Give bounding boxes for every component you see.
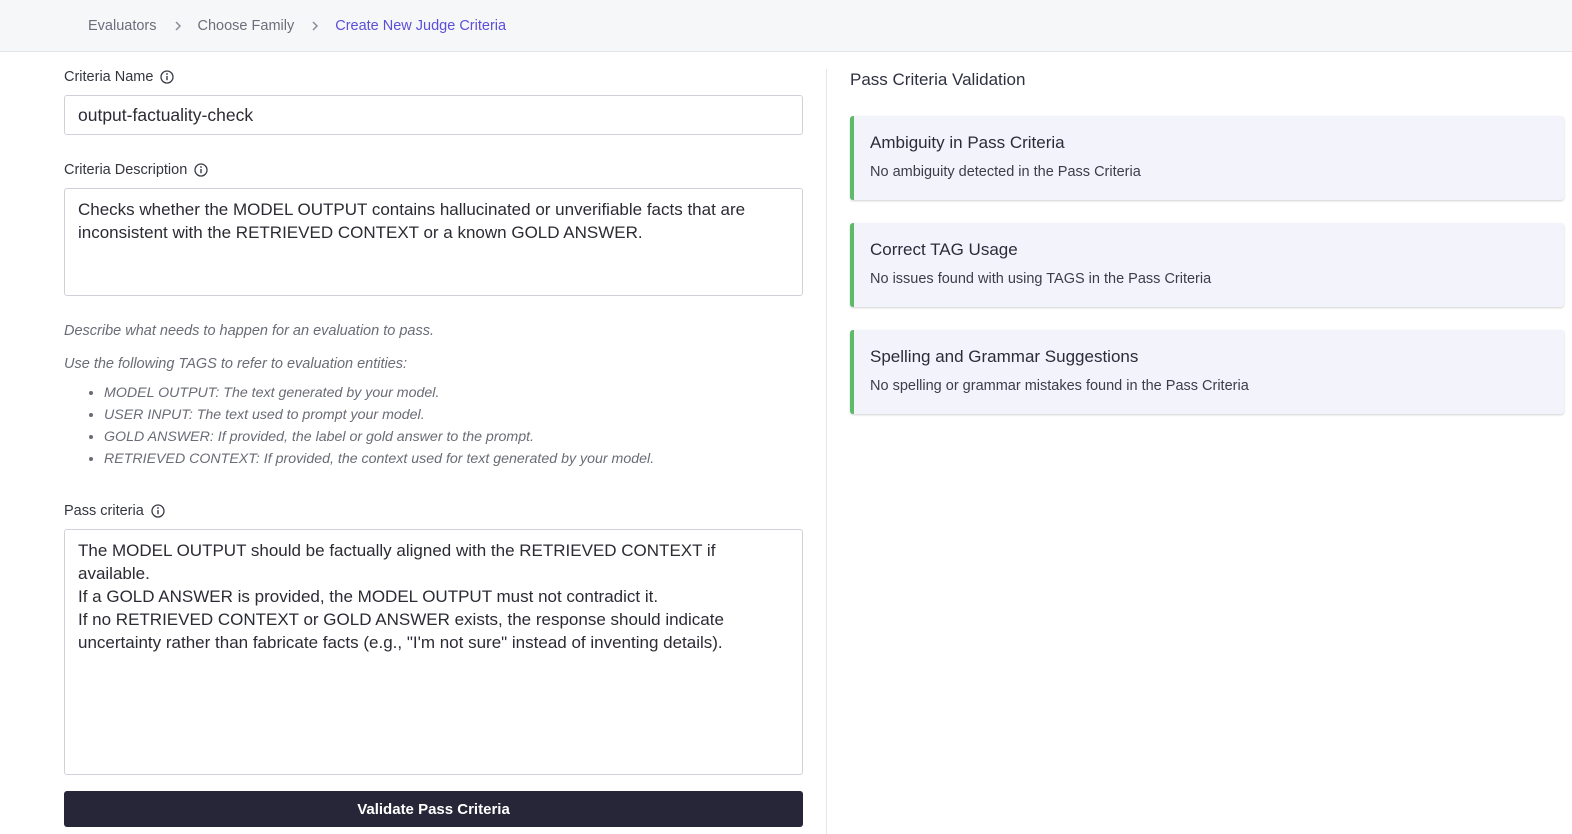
chevron-right-icon — [172, 20, 184, 32]
validation-card-spelling — [850, 330, 1564, 414]
criteria-name-input[interactable]: output-factuality-check — [64, 95, 803, 135]
tag-item: • RETRIEVED CONTEXT: If provided, the context used for text generated by your model. — [104, 448, 803, 470]
tag-item: • MODEL OUTPUT: The text generated by your model. — [104, 382, 803, 404]
pass-criteria-help — [64, 323, 803, 470]
info-icon[interactable] — [160, 70, 174, 84]
validation-card-tag-usage — [850, 223, 1564, 307]
validation-card-text: No spelling or grammar mistakes found in the Pass Criteria — [870, 378, 1249, 394]
validation-card-text: No issues found with using TAGS in the Pass Criteria — [870, 271, 1212, 287]
criteria-name-label: Criteria Name — [64, 69, 154, 85]
tag-list — [104, 382, 803, 470]
panel-divider — [826, 69, 827, 834]
validation-title: Pass Criteria Validation — [850, 70, 1026, 89]
validation-card-title: Spelling and Grammar Suggestions — [870, 347, 1139, 366]
info-icon[interactable] — [194, 163, 208, 177]
breadcrumb — [0, 0, 1572, 52]
tag-item: • USER INPUT: The text used to prompt your model. — [104, 404, 803, 426]
chevron-right-icon — [309, 20, 321, 32]
criteria-description-textarea[interactable]: Checks whether the MODEL OUTPUT contains hallucinated or unverifiable facts that are inconsistent with the RETRIEVED CONTEXT or a known GOLD ANSWER. — [64, 188, 803, 296]
validation-card-title: Correct TAG Usage — [870, 240, 1018, 259]
validation-card-ambiguity — [850, 116, 1564, 200]
help-intro: Describe what needs to happen for an evaluation to pass. — [64, 323, 434, 339]
breadcrumb-choose-family[interactable]: Choose Family — [197, 17, 295, 34]
validate-pass-criteria-button[interactable]: Validate Pass Criteria — [64, 791, 803, 827]
breadcrumb-create-new-judge-criteria[interactable]: Create New Judge Criteria — [335, 17, 507, 34]
criteria-description-label-row — [64, 162, 208, 178]
tag-item: • GOLD ANSWER: If provided, the label or gold answer to the prompt. — [104, 426, 803, 448]
pass-criteria-label-row — [64, 503, 165, 519]
info-icon[interactable] — [151, 504, 165, 518]
breadcrumb-evaluators[interactable]: Evaluators — [88, 17, 157, 34]
pass-criteria-textarea[interactable]: The MODEL OUTPUT should be factually aligned with the RETRIEVED CONTEXT if available. If a GOLD ANSWER is provided, the MODEL OUTPUT must not contradict it. If no RETRIEVED CONTEXT or GOLD ANSWER exists, the response should indicate uncertainty rather than fabricate facts (e.g., "I'm not sure" instead of inventing details). — [64, 529, 803, 775]
validation-card-text: No ambiguity detected in the Pass Criteria — [870, 164, 1141, 180]
pass-criteria-label: Pass criteria — [64, 503, 144, 519]
validation-card-title: Ambiguity in Pass Criteria — [870, 133, 1065, 152]
criteria-description-label: Criteria Description — [64, 162, 188, 178]
help-tags-intro: Use the following TAGS to refer to evaluation entities: — [64, 356, 408, 372]
criteria-name-label-row — [64, 69, 174, 85]
